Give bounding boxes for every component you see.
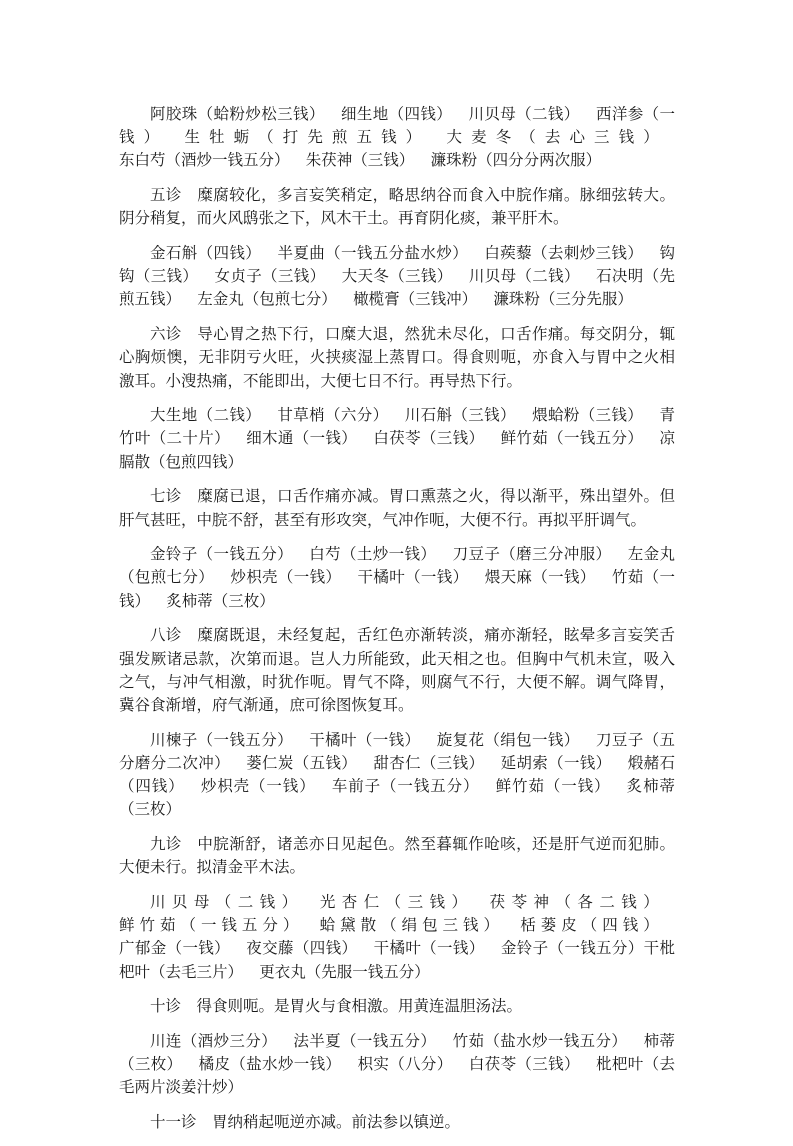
visit-text: 胃纳稍起呃逆亦减。前法参以镇逆。 (212, 1113, 461, 1132)
visit-text: 糜腐既退，未经复起，舌红色亦渐转淡，痛亦渐轻，眩晕多言妄笑舌强发厥诸忌款，次第而退。岂人力所能致，此天相之也。但胸中气机未宣，吸入之气，与冲气相激，时犹作呃。胃气不降，则腐气不行，大便不解。调气降胃，冀谷食渐增，府气渐通，庶可徐图恢复耳。 (119, 626, 675, 714)
prescription-paragraph (119, 103, 675, 173)
document-page (119, 103, 675, 1146)
visit-note-paragraph (119, 1111, 675, 1134)
herb-item: 钩钩（三钱） (119, 244, 675, 286)
herb-item: 煨天麻（一钱） (484, 568, 596, 587)
herb-item: 炙柿蒂（三枚） (166, 591, 275, 610)
herb-item: 甜杏仁（三钱） (373, 753, 485, 772)
herb-item: 大生地（二钱） (150, 406, 262, 425)
herb-item: 生牡蛎（打先煎五钱） (184, 128, 431, 147)
herb-item: 鲜竹茹（一钱） (495, 777, 611, 796)
herb-item: 蛤黛散（绢包三钱） (319, 916, 505, 935)
herb-item: 白蒺藜（去刺炒三钱） (484, 244, 644, 263)
visit-label: 七诊 (150, 487, 182, 506)
herb-item: 石决明（先煎五钱） (119, 267, 675, 309)
herb-item: 蒌仁炭（五钱） (246, 753, 358, 772)
herb-item: 大天冬（三钱） (341, 267, 453, 286)
visit-label: 十一诊 (150, 1113, 197, 1132)
visit-text: 导心胃之热下行，口糜大退，然犹未尽化，口舌作痛。每交阴分，辄心胸烦懊，无非阴亏火旺，火挟痰湿上蒸胃口。得食则呃，亦食入与胃中之火相激耳。小溲热痛，不能即出，大便七日不行。再导热下行。 (119, 325, 675, 390)
herb-item: 白茯苓（三钱） (468, 1055, 580, 1074)
herb-item: 细生地（四钱） (341, 105, 453, 123)
herb-item: 煅赭石（四钱） (119, 753, 675, 796)
herb-item: 川贝母（二钱） (468, 267, 580, 286)
herb-item: 川楝子（一钱五分） (150, 730, 293, 749)
herb-item: 濂珠粉（四分分两次服） (430, 151, 602, 170)
herb-item: 橄榄膏（三钱冲） (353, 290, 478, 309)
herb-item: 竹茹（一钱） (119, 568, 675, 610)
herb-item: 鲜竹茹（一钱五分） (500, 429, 644, 448)
herb-item: 竹茹（盐水炒一钱五分） (452, 1031, 628, 1050)
herb-item: 金石斛（四钱） (150, 244, 262, 263)
herb-item: 川连（酒炒三分） (150, 1031, 278, 1050)
herb-item: 炒枳壳（一钱） (200, 777, 316, 796)
herb-item: 刀豆子（五分磨分二次冲） (119, 730, 675, 772)
herb-item: 更衣丸（先服一钱五分） (259, 962, 430, 981)
visit-note-paragraph (119, 833, 675, 879)
herb-item: 川石斛（三钱） (404, 406, 516, 425)
herb-item: 青竹叶（二十片） (119, 406, 675, 448)
herb-item: 白茯苓（三钱） (373, 429, 485, 448)
visit-label: 六诊 (150, 325, 182, 344)
herb-item: 夜交藤（四钱） (246, 939, 358, 958)
visit-note-paragraph (119, 485, 675, 531)
herb-item: 西洋参（一钱） (119, 105, 675, 147)
herb-item: 川贝母（二钱） (468, 105, 580, 123)
herb-item: 旋复花（绢包一钱） (436, 730, 580, 749)
herb-item: 干橘叶（一钱） (309, 730, 421, 749)
herb-item: 白芍（土炒一钱） (309, 545, 437, 564)
prescription-paragraph (119, 729, 675, 822)
herb-item: 左金丸（包煎七分） (119, 545, 675, 587)
herb-item: 川贝母（二钱） (150, 892, 304, 911)
herb-item: 干橘叶（一钱） (357, 568, 469, 587)
prescription-paragraph (119, 543, 675, 613)
herb-item: 鲜竹茹（一钱五分） (119, 916, 304, 935)
visit-label: 十诊 (150, 997, 182, 1016)
herb-item: 枳实（八分） (357, 1055, 453, 1074)
herb-item: 煨蛤粉（三钱） (532, 406, 644, 425)
herb-item: 法半夏（一钱五分） (293, 1031, 437, 1050)
herb-item: 濂珠粉（三分先服） (493, 290, 633, 309)
herb-item: 东白芍（酒炒一钱五分） (119, 151, 290, 170)
visit-text: 糜腐较化，多言妄笑稍定，略思纳谷而食入中脘作痛。脉细弦转大。阴分稍复，而火风鸱张之下，风木干土。再育阴化痰，兼平肝木。 (119, 186, 675, 228)
herb-item: 枇杷叶（去毛两片淡姜汁炒） (119, 1055, 675, 1097)
visit-note-paragraph (119, 995, 675, 1018)
herb-item: 朱茯神（三钱） (305, 151, 415, 170)
prescription-paragraph (119, 891, 675, 984)
visit-note-paragraph (119, 184, 675, 230)
visit-label: 八诊 (150, 626, 182, 645)
herb-item: 大麦冬（去心三钱） (446, 128, 659, 147)
herb-item: 左金丸（包煎七分） (197, 290, 337, 309)
visit-text: 糜腐已退，口舌作痛亦减。胃口熏蒸之火，得以渐平，殊出望外。但肝气甚旺，中脘不舒，甚至有形攻突，气冲作呃，大便不行。再拟平肝调气。 (119, 487, 675, 529)
visit-note-paragraph (119, 624, 675, 717)
herb-item: 女贞子（三钱） (214, 267, 326, 286)
herb-item: 金铃子（一钱五分） (150, 545, 293, 564)
visit-label: 九诊 (150, 834, 182, 853)
herb-item: 金铃子（一钱五分）干枇杷叶（去毛三片） (119, 939, 675, 981)
herb-item: 橘皮（盐水炒一钱） (198, 1055, 342, 1074)
herb-item: 炙柿蒂（三枚） (119, 777, 675, 819)
herb-item: 柿蒂（三枚） (119, 1031, 675, 1074)
herb-item: 延胡索（一钱） (500, 753, 612, 772)
herb-item: 干橘叶（一钱） (373, 939, 485, 958)
herb-item: 车前子（一钱五分） (331, 777, 480, 796)
herb-item: 凉膈散（包煎四钱） (119, 429, 675, 471)
herb-item: 栝蒌皮（四钱） (520, 916, 659, 935)
herb-item: 刀豆子（磨三分冲服） (452, 545, 612, 564)
herb-item: 茯苓神（各二钱） (489, 892, 659, 911)
herb-item: 甘草梢（六分） (277, 406, 389, 425)
visit-label: 五诊 (150, 186, 182, 205)
visit-text: 得食则呃。是胃火与食相激。用黄连温胆汤法。 (196, 997, 523, 1016)
visit-text: 中脘渐舒，诸恙亦日见起色。然至暮辄作呛咳，还是肝气逆而犯肺。大便未行。拟清金平木法。 (119, 834, 675, 877)
visit-note-paragraph (119, 323, 675, 393)
herb-item: 光杏仁（三钱） (319, 892, 474, 911)
herb-item: 广郁金（一钱） (119, 939, 231, 958)
prescription-paragraph (119, 242, 675, 312)
prescription-paragraph (119, 404, 675, 474)
herb-item: 阿胶珠（蛤粉炒松三钱） (150, 105, 325, 123)
prescription-paragraph (119, 1030, 675, 1100)
herb-item: 炒枳壳（一钱） (230, 568, 342, 587)
herb-item: 细木通（一钱） (246, 429, 358, 448)
herb-item: 半夏曲（一钱五分盐水炒） (277, 244, 469, 263)
